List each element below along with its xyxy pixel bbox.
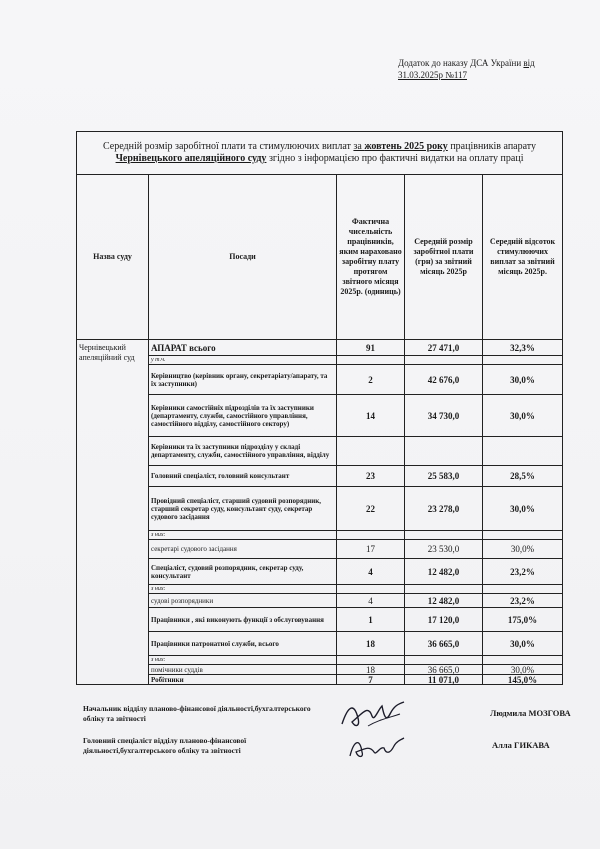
row-count: 18: [337, 665, 405, 675]
table-row: [77, 487, 563, 531]
row-bonus: 30,0%: [483, 487, 563, 531]
signature-specialist: [346, 734, 406, 762]
table-row: [77, 608, 563, 632]
row-salary: 25 583,0: [405, 466, 483, 487]
row-position: Працівники патронатної служби, всього: [149, 632, 337, 656]
row-bonus: 175,0%: [483, 608, 563, 632]
row-salary: [405, 656, 483, 665]
row-count: 91: [337, 340, 405, 356]
decree-line-1: Додаток до наказу ДСА України від: [398, 58, 535, 68]
row-position: з них:: [149, 656, 337, 665]
table-row: [77, 585, 563, 594]
header-position: Посади: [149, 175, 337, 340]
row-position: Керівники самостійніх підрозділів та їх заступники (департаменту, служби, самостійного управління, самостійного відділу, самостійного сектору): [149, 395, 337, 437]
row-position: помічники суддів: [149, 665, 337, 675]
row-count: 2: [337, 365, 405, 395]
row-bonus: 32,3%: [483, 340, 563, 356]
row-bonus: 23,2%: [483, 594, 563, 608]
row-bonus: [483, 656, 563, 665]
table-row: [77, 531, 563, 540]
row-salary: 27 471,0: [405, 340, 483, 356]
row-position: Керівництво (керівник органу, секретаріату/апарату, та їх заступники): [149, 365, 337, 395]
header-avg-bonus: Середній відсоток стимулюючих виплат за звітний місяць 2025р.: [483, 175, 563, 340]
table-row: [77, 675, 563, 685]
row-position: АПАРАТ всього: [149, 340, 337, 356]
row-bonus: 30,0%: [483, 540, 563, 559]
row-bonus: 30,0%: [483, 365, 563, 395]
row-salary: 17 120,0: [405, 608, 483, 632]
table-row: [77, 395, 563, 437]
row-position: Провідний спеціаліст, старший судовий розпорядник, старший секретар суду, консультант суду, секретар судового засідання: [149, 487, 337, 531]
row-count: [337, 437, 405, 466]
row-bonus: [483, 585, 563, 594]
header-court-name: Назва суду: [77, 175, 149, 340]
specialist-title: Головний спеціаліст відділу планово-фінансової діяльності,бухгалтерського обліку та звітності: [83, 736, 247, 755]
table-row: [77, 632, 563, 656]
row-salary: 36 665,0: [405, 632, 483, 656]
table-row: [77, 540, 563, 559]
row-count: 4: [337, 559, 405, 585]
row-count: 22: [337, 487, 405, 531]
row-salary: 42 676,0: [405, 365, 483, 395]
row-count: 18: [337, 632, 405, 656]
row-count: 4: [337, 594, 405, 608]
row-salary: 36 665,0: [405, 665, 483, 675]
table-row: [77, 340, 563, 356]
row-bonus: [483, 437, 563, 466]
table-row: [77, 656, 563, 665]
row-count: 7: [337, 675, 405, 685]
row-salary: 34 730,0: [405, 395, 483, 437]
row-position: Головний спеціаліст, головний консультант: [149, 466, 337, 487]
row-salary: 23 278,0: [405, 487, 483, 531]
row-bonus: 30,0%: [483, 395, 563, 437]
table-title: Середній розмір заробітної плати та стимулюючих виплат за жовтень 2025 року працівників апарату Чернівецького апеляційного суду згідно з інформацією про фактичні видатки на оплату праці: [77, 132, 563, 175]
row-salary: 23 530,0: [405, 540, 483, 559]
row-bonus: 28,5%: [483, 466, 563, 487]
row-position: Працівники , які виконують функції з обслуговування: [149, 608, 337, 632]
header-headcount: Фактична чисельність працівників, яким нараховано заробітну плату протягом звітного місяця 2025р. (одиниць): [337, 175, 405, 340]
row-salary: 12 482,0: [405, 594, 483, 608]
row-position: з них:: [149, 585, 337, 594]
row-position: Керівники та їх заступники підрозділу у складі департаменту, служби, самостійного управління, відділу: [149, 437, 337, 466]
row-count: [337, 656, 405, 665]
salary-table: [76, 131, 563, 685]
row-position: з них:: [149, 531, 337, 540]
row-position: Робітники: [149, 675, 337, 685]
row-position: секретарі судового засідання: [149, 540, 337, 559]
table-row: [77, 365, 563, 395]
table-row: [77, 594, 563, 608]
row-salary: 12 482,0: [405, 559, 483, 585]
row-count: 23: [337, 466, 405, 487]
row-bonus: [483, 356, 563, 365]
chief-name: Людмила МОЗГОВА: [490, 708, 571, 718]
row-position: судові розпорядники: [149, 594, 337, 608]
row-salary: [405, 437, 483, 466]
row-position: Спеціаліст, судовий розпорядник, секретар суду, консультант: [149, 559, 337, 585]
row-bonus: 23,2%: [483, 559, 563, 585]
header-avg-salary: Середній розмір заробітної плати (грн) за звітний місяць 2025р: [405, 175, 483, 340]
row-bonus: [483, 531, 563, 540]
chief-title: Начальник відділу планово-фінансової діяльності,бухгалтерського обліку та звітності: [83, 704, 311, 723]
row-count: 1: [337, 608, 405, 632]
table-row: [77, 559, 563, 585]
row-bonus: 145,0%: [483, 675, 563, 685]
row-count: [337, 585, 405, 594]
row-count: 14: [337, 395, 405, 437]
table-row: [77, 356, 563, 365]
row-salary: [405, 531, 483, 540]
row-count: 17: [337, 540, 405, 559]
signature-chief: [338, 696, 410, 732]
row-salary: [405, 356, 483, 365]
row-count: [337, 356, 405, 365]
table-row: [77, 466, 563, 487]
row-salary: 11 071,0: [405, 675, 483, 685]
row-bonus: 30,0%: [483, 632, 563, 656]
court-name-cell: Чернівецький апеляційний суд: [77, 340, 149, 685]
table-row: [77, 437, 563, 466]
table-row: [77, 665, 563, 675]
row-position: у т.ч.: [149, 356, 337, 365]
row-count: [337, 531, 405, 540]
decree-line-2: 31.03.2025р №117: [398, 70, 468, 80]
specialist-name: Алла ГИКАВА: [492, 740, 550, 750]
decree-reference: [398, 57, 568, 81]
row-salary: [405, 585, 483, 594]
row-bonus: 30,0%: [483, 665, 563, 675]
